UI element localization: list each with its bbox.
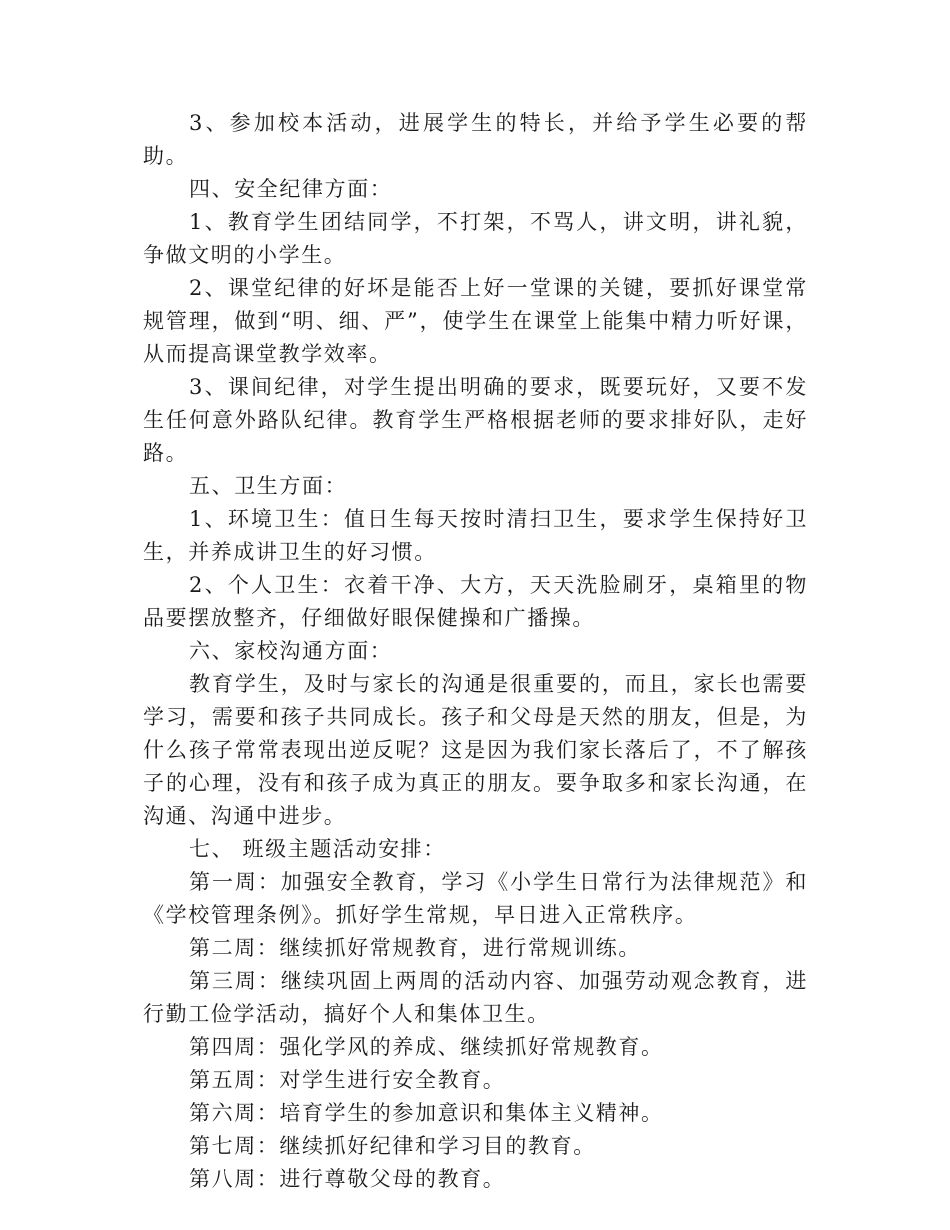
paragraph-week-1: 第一周：加强安全教育，学习《小学生日常行为法律规范》和《学校管理条例》。抓好学生常规，早日进入正常秩序。 [143,870,808,927]
paragraph-week-2: 第二周：继续抓好常规教育，进行常规训练。 [189,936,641,960]
paragraph-discipline-3: 3、课间纪律，对学生提出明确的要求，既要玩好，又要不发生任何意外路队纪律。教育学生严格根据老师的要求排好队，走好路。 [143,375,808,465]
paragraph-week-8: 第八周：进行尊敬父母的教育。 [189,1167,506,1191]
paragraph-week-5: 第五周：对学生进行安全教育。 [189,1068,506,1092]
paragraph-hygiene-1: 1、环境卫生：值日生每天按时清扫卫生，要求学生保持好卫生，并养成讲卫生的好习惯。 [143,507,808,564]
paragraph-discipline-1: 1、教育学生团结同学，不打架，不骂人，讲文明，讲礼貌，争做文明的小学生。 [143,210,808,267]
paragraph-week-6: 第六周：培育学生的参加意识和集体主义精神。 [189,1101,664,1125]
section-heading-safety-discipline: 四、安全纪律方面： [189,177,393,201]
section-heading-class-activities: 七、 班级主题活动安排： [189,837,446,861]
paragraph-discipline-2: 2、课堂纪律的好坏是能否上好一堂课的关键，要抓好课堂常规管理，做到“明、细、严”，使学生在课堂上能集中精力听好课，从而提高课堂教学效率。 [143,276,808,366]
paragraph-activity-3: 3、参加校本活动，进展学生的特长，并给予学生必要的帮助。 [143,111,808,168]
paragraph-week-4: 第四周：强化学风的养成、继续抓好常规教育。 [189,1035,664,1059]
paragraph-home-school: 教育学生，及时与家长的沟通是很重要的，而且，家长也需要学习，需要和孩子共同成长。孩子和父母是天然的朋友，但是，为什么孩子常常表现出逆反呢？这是因为我们家长落后了，不了解孩子的心理，没有和孩子成为真正的朋友。要争取多和家长沟通，在沟通、沟通中进步。 [143,672,808,828]
document-body [143,107,808,1196]
section-heading-hygiene: 五、卫生方面： [189,474,348,498]
paragraph-hygiene-2: 2、个人卫生：衣着干净、大方，天天洗脸刷牙，桌箱里的物品要摆放整齐，仔细做好眼保健操和广播操。 [143,573,808,630]
paragraph-week-7: 第七周：继续抓好纪律和学习目的教育。 [189,1134,596,1158]
paragraph-week-3: 第三周：继续巩固上两周的活动内容、加强劳动观念教育，进行勤工俭学活动，搞好个人和集体卫生。 [143,969,808,1026]
section-heading-home-school: 六、家校沟通方面： [189,639,393,663]
